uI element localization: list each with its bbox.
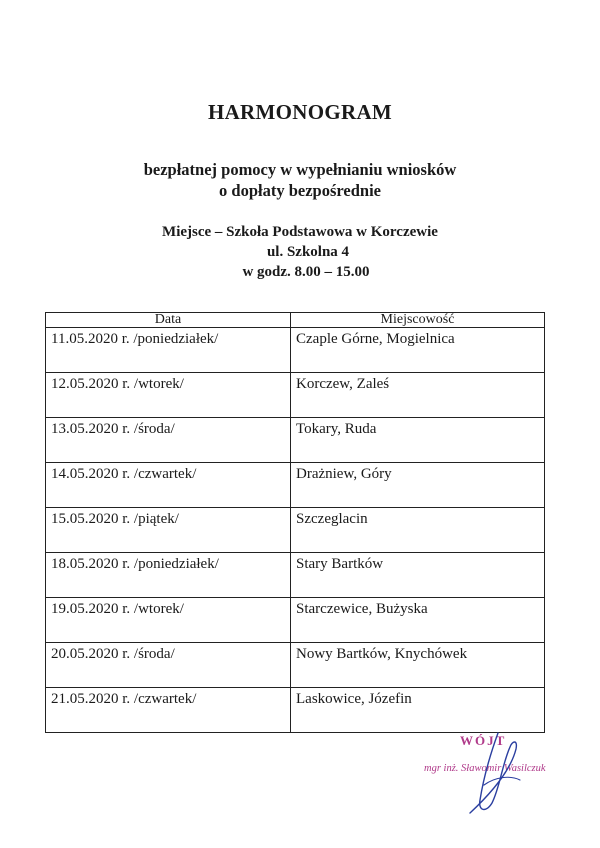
location-line: Miejsce – Szkoła Podstawowa w Korczewie [162, 224, 438, 240]
row-date: 21.05.2020 r. /czwartek/ [46, 688, 291, 733]
column-header-place: Miejscowość [291, 313, 545, 328]
table-row [46, 643, 545, 688]
table-row [46, 463, 545, 508]
table-row [46, 328, 545, 373]
table-row [46, 553, 545, 598]
table-row [46, 373, 545, 418]
handwritten-signature [440, 725, 550, 820]
row-date: 18.05.2020 r. /poniedziałek/ [46, 553, 291, 598]
hours-line: w godz. 8.00 – 15.00 [242, 264, 370, 280]
row-date: 11.05.2020 r. /poniedziałek/ [46, 328, 291, 373]
column-header-date: Data [46, 313, 291, 328]
signer-name: mgr inż. Sławomir Wasilczuk [424, 763, 546, 774]
subtitle-line-1: bezpłatnej pomocy w wypełnianiu wniosków [143, 160, 457, 179]
table-header-row [46, 313, 545, 328]
row-place: Laskowice, Józefin [291, 688, 545, 733]
table-row [46, 508, 545, 553]
row-date: 15.05.2020 r. /piątek/ [46, 508, 291, 553]
row-place: Starczewice, Bużyska [291, 598, 545, 643]
row-place: Stary Bartków [291, 553, 545, 598]
row-place: Szczeglacin [291, 508, 545, 553]
row-place: Nowy Bartków, Knychówek [291, 643, 545, 688]
schedule-table [45, 312, 545, 733]
table-row [46, 598, 545, 643]
street-line: ul. Szkolna 4 [266, 244, 350, 260]
row-date: 14.05.2020 r. /czwartek/ [46, 463, 291, 508]
row-date: 12.05.2020 r. /wtorek/ [46, 373, 291, 418]
row-place: Drażniew, Góry [291, 463, 545, 508]
row-date: 20.05.2020 r. /środa/ [46, 643, 291, 688]
row-date: 19.05.2020 r. /wtorek/ [46, 598, 291, 643]
row-place: Tokary, Ruda [291, 418, 545, 463]
subtitle-line-2: o dopłaty bezpośrednie [219, 181, 381, 200]
row-date: 13.05.2020 r. /środa/ [46, 418, 291, 463]
official-stamp: WÓJT [460, 733, 507, 748]
table-row [46, 418, 545, 463]
row-place: Czaple Górne, Mogielnica [291, 328, 545, 373]
document-title: HARMONOGRAM [207, 100, 393, 124]
row-place: Korczew, Zaleś [291, 373, 545, 418]
